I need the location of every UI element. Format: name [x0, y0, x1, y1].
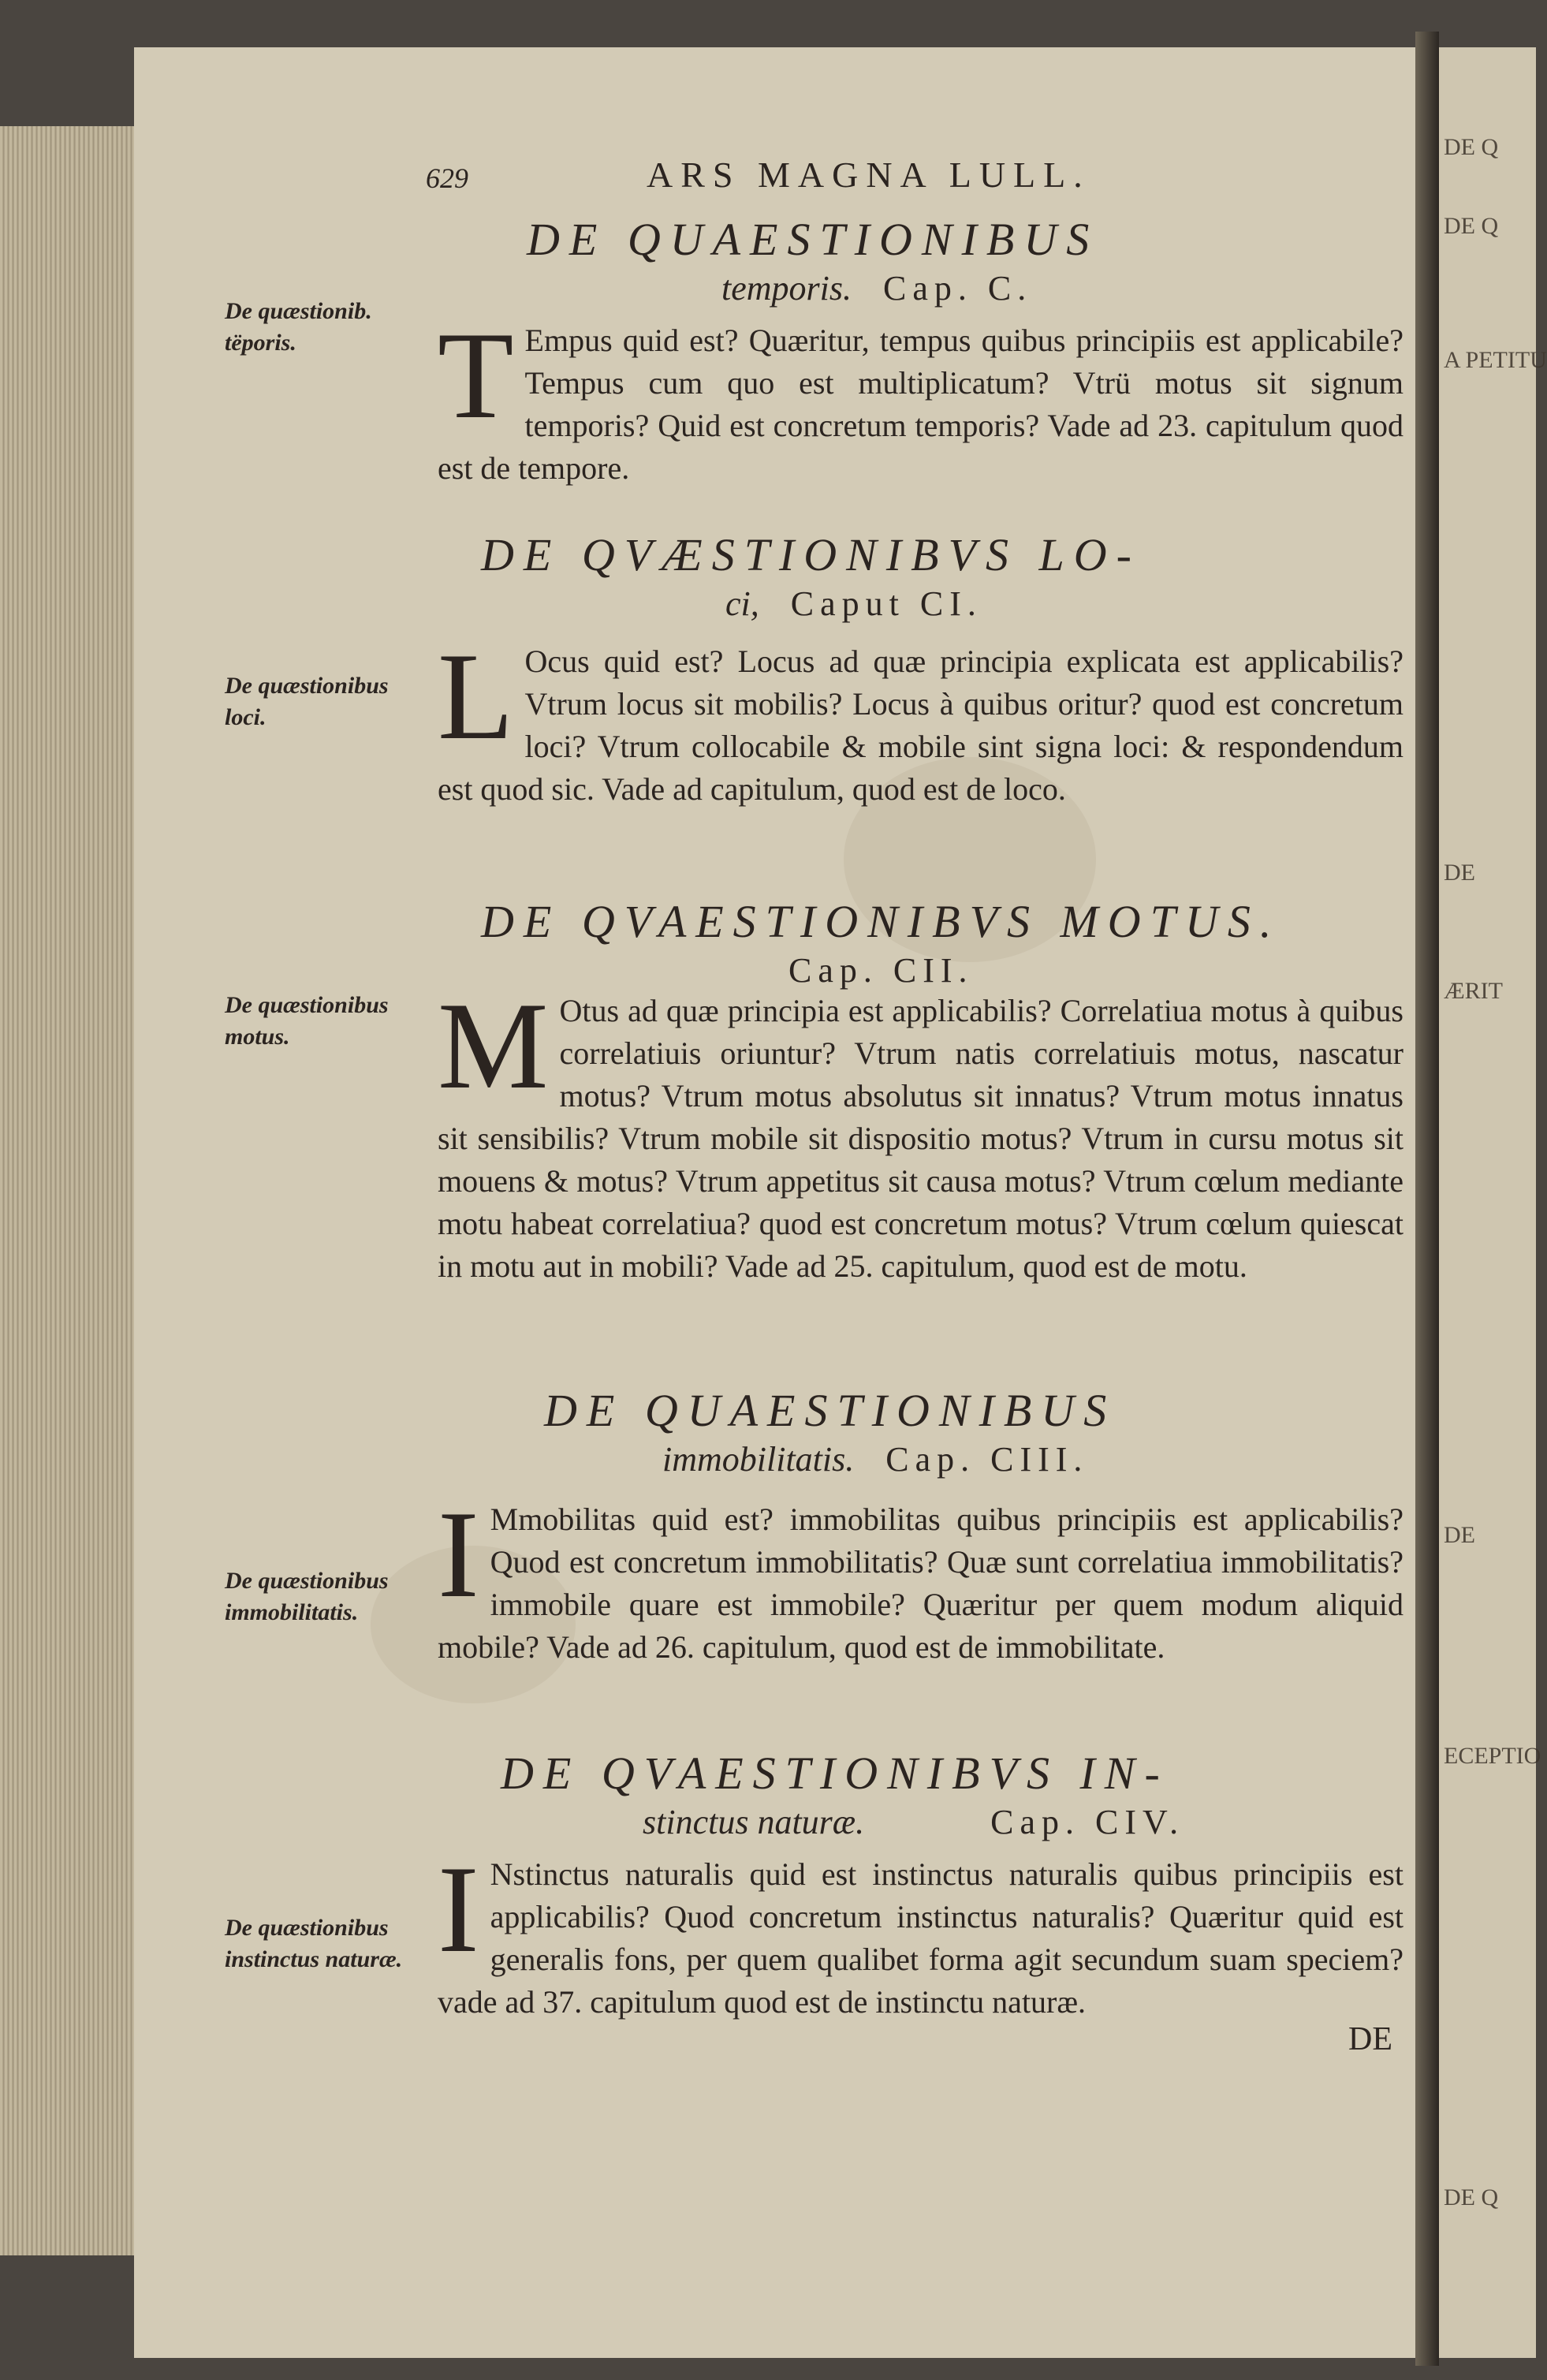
section-body: M Otus ad quæ principia est applicabilis? Correlatiua motus à quibus correlatiuis oriuntur? Vtrum natis correlatiuis motus, nascatur motus? Vtrum motus absolutus sit innatus? Vtrum motus innatus sit sensibilis? Vtrum mobile sit dispositio motus? Vtrum in cursu motus sit mouens & motus? Vtrum appetitus sit causa motus? Vtrum cœlum mediante motu habeat correlatiua? quod est concretum motus? Vtrum cœlum quiescat in motu aut in mobili? Vade ad 25. capitulum, quod est de motu. [438, 977, 1403, 1284]
margin-note: De quæstionibus loci. [225, 673, 389, 730]
section-title: DE QUAESTIONIBUS [544, 1385, 1116, 1436]
section-title: DE QVAESTIONIBVS MOTUS. [481, 896, 1281, 947]
page-number: 629 [426, 162, 468, 194]
margin-note: De quæstionibus immobilitatis. [225, 1568, 389, 1625]
section-subtitle: temporis. Cap. C. [721, 269, 1033, 308]
section-body: L Ocus quid est? Locus ad quæ principia explicata est applicabilis? Vtrum locus sit mobilis? Locus à quibus oritur? quod est concretum loci? Vtrum collocabile & mobile sint signa loci: & respondendum est quod sic. Vade ad capitulum, quod est de loco. [438, 628, 1403, 807]
section-body: I Nstinctus naturalis quid est instinctus naturalis quibus principiis est applicabilis? Quod concretum instinctus naturalis? Quæritur quid est generalis fons, per quem qualibet forma agit secundum suam speciem? vade ad 37. capitulum quod est de instinctu naturæ. [438, 1841, 1403, 2020]
margin-note: De quæstionibus instinctus naturæ. [225, 1915, 403, 1972]
section-title: DE QVÆSTIONIBVS LO- [481, 529, 1141, 580]
facing-page-fragment: DE Q DE Q A PETITU DE ÆRIT DE ECEPTIO DE Q [1439, 47, 1536, 2358]
section-subtitle: stinctus naturæ. Cap. CIV. [643, 1803, 1185, 1841]
running-head: ARS MAGNA LULL. [647, 155, 1090, 195]
drop-cap: I [438, 1486, 479, 1624]
drop-cap: L [438, 628, 514, 766]
drop-cap: T [438, 307, 514, 445]
margin-note: De quæstionib. tëporis. [225, 298, 372, 356]
catchword: DE [1348, 2021, 1392, 2057]
book-gutter [1415, 32, 1439, 2366]
section-subtitle: immobilitatis. Cap. CIII. [662, 1440, 1089, 1479]
section-subtitle: ci, Caput CI. [725, 584, 982, 623]
margin-note: De quæstionibus motus. [225, 992, 389, 1050]
section-body: T Empus quid est? Quæritur, tempus quibus principiis est applicabile? Tempus cum quo est multiplicatum? Vtrü motus sit signum temporis? Quid est concretum temporis? Vade ad 23. capitulum quod est de tempore. [438, 307, 1403, 486]
section-body: I Mmobilitas quid est? immobilitas quibus principiis est applicabilis? Quod est concretum immobilitatis? Quæ sunt correlatiua immobilitatis? immobile quare est immobile? Quæritur per quem modum aliquid mobile? Vade ad 26. capitulum, quod est de immobilitate. [438, 1486, 1403, 1665]
page-edges-left [0, 126, 138, 2255]
drop-cap: M [438, 977, 549, 1115]
section-title: DE QVAESTIONIBVS IN- [501, 1748, 1169, 1799]
drop-cap: I [438, 1841, 479, 1979]
section-title: DE QUAESTIONIBUS [527, 214, 1099, 265]
section-subtitle: Cap. CII. [788, 951, 974, 990]
